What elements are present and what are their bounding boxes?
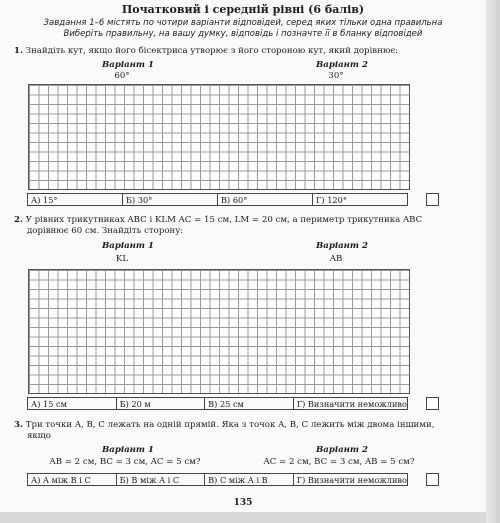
scan-edge	[486, 0, 500, 523]
q2-work-grid	[28, 269, 410, 394]
question-2-number: 2.	[14, 215, 23, 225]
q1-answer-checkbox[interactable]	[426, 193, 439, 206]
question-2-text-line-1: У рівних трикутниках ABC і KLM AC = 15 см, LM = 20 см, а периметр трикутника ABC	[25, 215, 423, 225]
q2-answer-c: В) 25 см	[205, 398, 294, 409]
question-3-text-line-1: Три точки A, B, C лежать на одній прямій. Яка з точок A, B, C лежить між двома іншими,	[25, 420, 435, 430]
question-3	[14, 420, 434, 431]
q1-work-grid	[28, 84, 410, 190]
q2-variant-2-value: AB	[329, 254, 343, 264]
question-3-number: 3.	[14, 420, 23, 430]
question-1-text: Знайдіть кут, якщо його бісектриса утворює з його стороною кут, який дорівнює:	[25, 46, 399, 56]
page-number: 135	[233, 498, 253, 508]
q3-answer-c: В) C між A і B	[205, 474, 294, 485]
q2-variant-2-label: Варіант 2	[315, 241, 368, 251]
q2-answer-row	[27, 397, 408, 410]
q2-answer-checkbox[interactable]	[426, 397, 439, 410]
q3-variant-1-value: AB = 2 см, BC = 3 см, AC = 5 см?	[49, 457, 201, 467]
q3-variant-2-value: AC = 2 см, BC = 3 см, AB = 5 см?	[263, 457, 415, 467]
q1-variant-1-value: 60°	[114, 71, 130, 81]
question-2	[14, 215, 422, 226]
question-3-text-line-2: якщо	[27, 431, 51, 441]
scan-bottom-edge	[0, 512, 486, 523]
page-title: Початковий і середній рівні (6 балів)	[121, 3, 365, 16]
q1-variant-1-label: Варіант 1	[101, 60, 154, 70]
q3-variant-2-label: Варіант 2	[315, 445, 368, 455]
q3-answer-a: А) A між B і C	[28, 474, 117, 485]
q2-variant-1-value: KL	[115, 254, 129, 264]
q1-answer-d: Г) 120°	[316, 195, 347, 205]
q3-answer-b: Б) B між A і C	[117, 474, 206, 485]
q1-answer-b: Б) 30°	[123, 194, 218, 205]
q3-answer-checkbox[interactable]	[426, 473, 439, 486]
question-2-text-line-2: дорівнює 60 см. Знайдіть сторону:	[27, 226, 184, 236]
q1-answer-row	[27, 193, 408, 206]
question-1-number: 1.	[14, 46, 23, 56]
instructions-line-1: Завдання 1–6 містять по чотири варіанти відповідей, серед яких тільки одна правильна	[43, 18, 443, 28]
q2-answer-d: Г) Визначити неможливо	[296, 399, 407, 409]
q3-answer-d: Г) Визначити неможливо	[296, 475, 407, 485]
q1-answer-a: А) 15°	[28, 194, 123, 205]
q1-variant-2-value: 30°	[328, 71, 344, 81]
q2-answer-a: А) 15 см	[28, 398, 117, 409]
q1-answer-c: В) 60°	[218, 194, 313, 205]
q1-variant-2-label: Варіант 2	[315, 60, 368, 70]
q3-variant-1-label: Варіант 1	[101, 445, 154, 455]
instructions-line-2: Виберіть правильну, на вашу думку, відповідь і позначте її в бланку відповідей	[63, 29, 423, 39]
q2-variant-1-label: Варіант 1	[101, 241, 154, 251]
q3-answer-row	[27, 473, 408, 486]
q2-answer-b: Б) 20 м	[117, 398, 206, 409]
question-1	[14, 46, 398, 57]
